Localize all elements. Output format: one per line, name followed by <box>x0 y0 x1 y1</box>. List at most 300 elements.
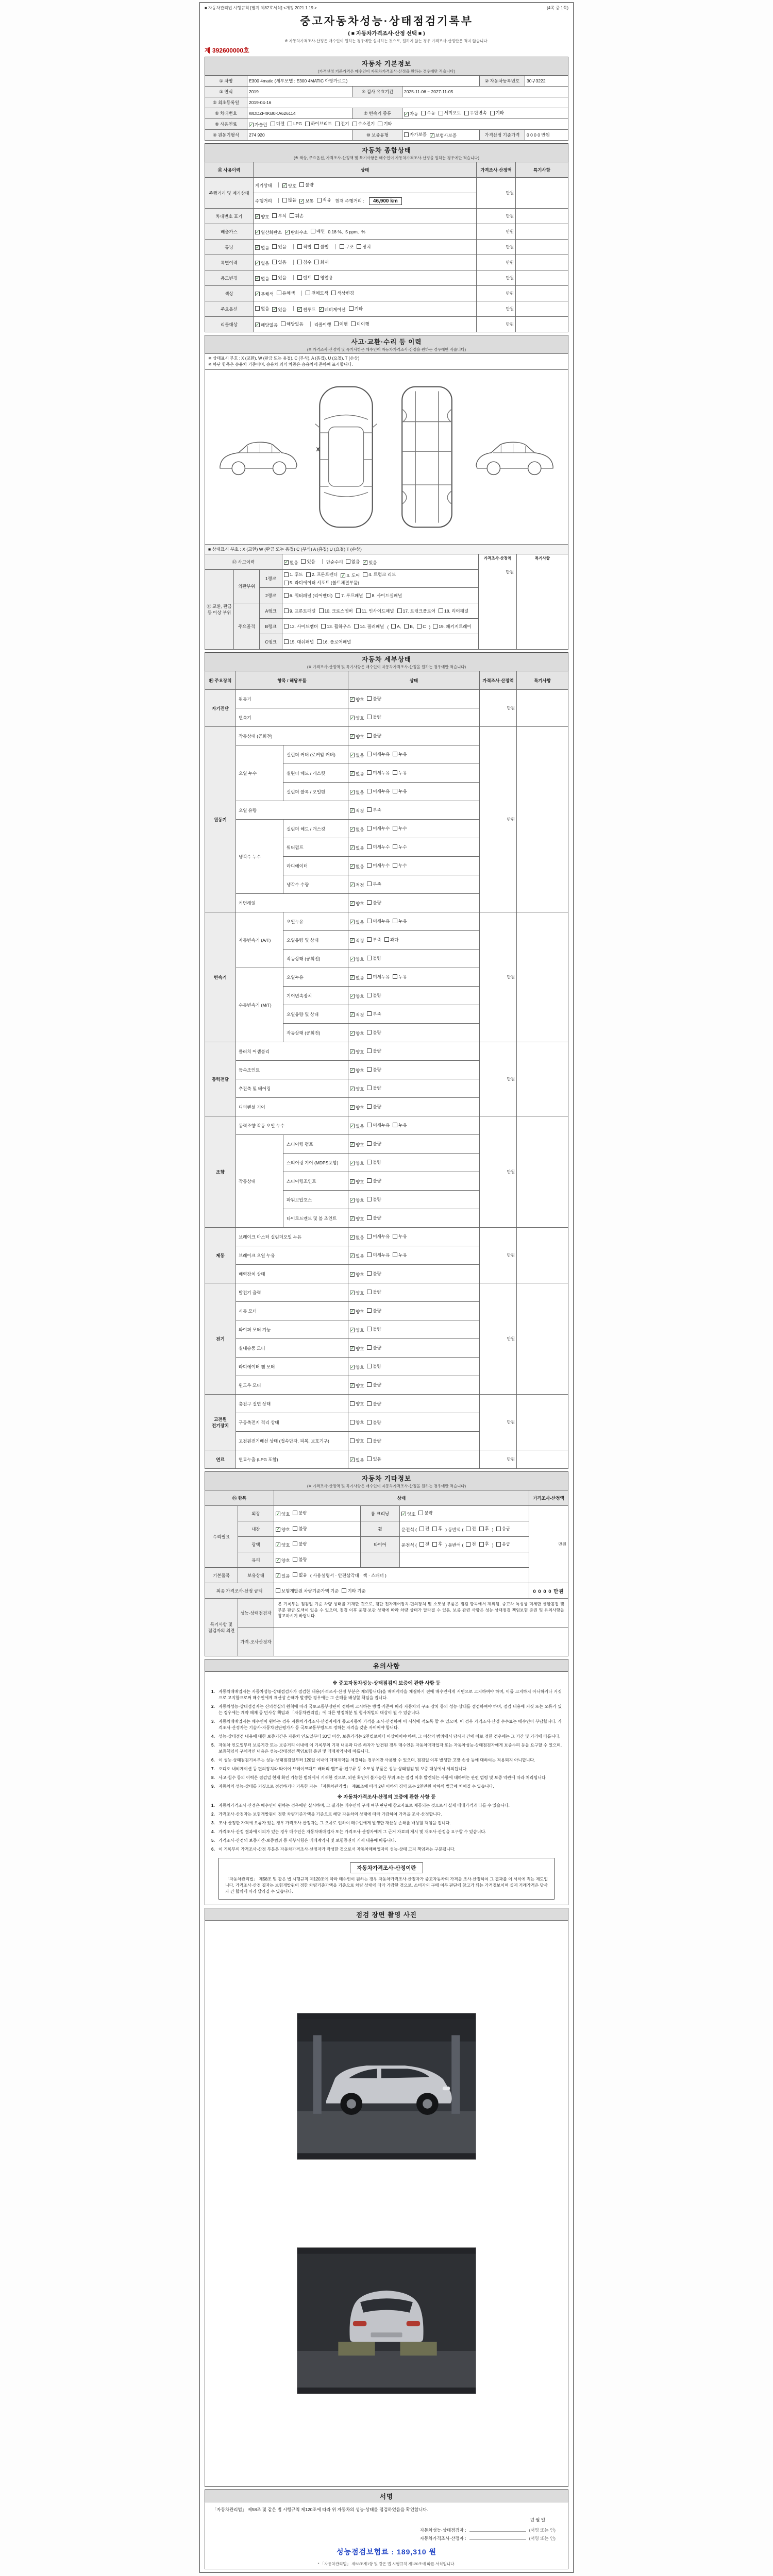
checkbox-checked-icon[interactable]: ✓ <box>350 975 355 980</box>
checkbox-option[interactable] <box>432 1526 442 1532</box>
checkbox-checked-icon[interactable]: ✓ <box>276 1573 280 1578</box>
checkbox-unchecked-icon[interactable] <box>393 919 397 923</box>
checkbox-checked-icon[interactable]: ✓ <box>350 1327 355 1332</box>
checkbox-checked-icon[interactable]: ✓ <box>285 229 290 234</box>
checkbox-checked-icon[interactable]: ✓ <box>276 1557 280 1563</box>
checkbox-option[interactable] <box>367 1048 381 1054</box>
checkbox-option[interactable] <box>350 956 364 962</box>
checkbox-unchecked-icon[interactable] <box>417 624 422 629</box>
checkbox-unchecked-icon[interactable] <box>284 572 289 577</box>
checkbox-option[interactable] <box>350 1216 364 1222</box>
checkbox-option[interactable] <box>272 244 286 250</box>
checkbox-unchecked-icon[interactable] <box>306 572 311 577</box>
checkbox-option[interactable] <box>393 844 407 850</box>
checkbox-option[interactable] <box>334 321 348 327</box>
checkbox-checked-icon[interactable]: ✓ <box>350 771 355 776</box>
checkbox-option[interactable] <box>297 259 311 265</box>
checkbox-option[interactable] <box>367 1289 381 1295</box>
checkbox-option[interactable] <box>350 808 364 814</box>
checkbox-option[interactable] <box>404 624 414 629</box>
checkbox-checked-icon[interactable]: ✓ <box>350 1253 355 1258</box>
checkbox-unchecked-icon[interactable] <box>314 244 319 249</box>
checkbox-option[interactable] <box>393 974 407 980</box>
checkbox-option[interactable] <box>466 1526 476 1532</box>
checkbox-option[interactable] <box>255 322 278 328</box>
checkbox-option[interactable] <box>255 245 269 251</box>
checkbox-unchecked-icon[interactable] <box>350 1438 355 1443</box>
checkbox-unchecked-icon[interactable] <box>367 1030 372 1035</box>
checkbox-unchecked-icon[interactable] <box>293 1526 297 1531</box>
checkbox-option[interactable] <box>293 1556 307 1563</box>
checkbox-option[interactable] <box>331 290 354 296</box>
checkbox-option[interactable] <box>288 121 302 126</box>
checkbox-option[interactable] <box>317 197 331 203</box>
checkbox-unchecked-icon[interactable] <box>321 624 326 629</box>
checkbox-option[interactable] <box>255 214 269 220</box>
checkbox-unchecked-icon[interactable] <box>367 1178 372 1183</box>
checkbox-unchecked-icon[interactable] <box>314 260 319 264</box>
checkbox-unchecked-icon[interactable] <box>367 974 372 979</box>
checkbox-unchecked-icon[interactable] <box>391 624 396 629</box>
checkbox-unchecked-icon[interactable] <box>367 789 372 793</box>
checkbox-option[interactable] <box>297 275 311 281</box>
checkbox-option[interactable] <box>367 1104 381 1110</box>
checkbox-option[interactable] <box>335 121 349 127</box>
checkbox-option[interactable] <box>350 975 364 981</box>
checkbox-option[interactable] <box>393 1233 407 1240</box>
checkbox-checked-icon[interactable]: ✓ <box>256 229 260 234</box>
checkbox-unchecked-icon[interactable] <box>284 624 289 629</box>
checkbox-unchecked-icon[interactable] <box>393 1252 397 1257</box>
checkbox-unchecked-icon[interactable] <box>464 111 469 115</box>
checkbox-checked-icon[interactable]: ✓ <box>276 1542 280 1547</box>
checkbox-option[interactable] <box>421 110 435 116</box>
checkbox-unchecked-icon[interactable] <box>367 807 372 812</box>
checkbox-option[interactable] <box>418 1510 432 1516</box>
checkbox-unchecked-icon[interactable] <box>351 321 356 326</box>
checkbox-option[interactable] <box>321 623 351 630</box>
checkbox-unchecked-icon[interactable] <box>490 111 495 115</box>
checkbox-checked-icon[interactable]: ✓ <box>350 1049 355 1054</box>
checkbox-checked-icon[interactable]: ✓ <box>350 1012 355 1017</box>
checkbox-unchecked-icon[interactable] <box>496 1527 501 1531</box>
checkbox-option[interactable] <box>297 244 311 250</box>
checkbox-option[interactable] <box>350 715 364 721</box>
checkbox-option[interactable] <box>419 1541 429 1547</box>
checkbox-option[interactable] <box>367 955 381 961</box>
checkbox-option[interactable] <box>350 1290 364 1296</box>
checkbox-checked-icon[interactable]: ✓ <box>363 560 367 565</box>
checkbox-unchecked-icon[interactable] <box>367 1160 372 1164</box>
checkbox-option[interactable] <box>367 1159 381 1165</box>
checkbox-option[interactable] <box>367 751 390 757</box>
checkbox-option[interactable] <box>417 624 426 629</box>
checkbox-option[interactable] <box>357 244 371 250</box>
checkbox-option[interactable] <box>350 1457 364 1463</box>
checkbox-unchecked-icon[interactable] <box>299 182 304 187</box>
checkbox-option[interactable] <box>284 639 314 645</box>
checkbox-unchecked-icon[interactable] <box>393 826 397 831</box>
checkbox-option[interactable] <box>350 734 364 740</box>
checkbox-checked-icon[interactable]: ✓ <box>350 1290 355 1295</box>
checkbox-unchecked-icon[interactable] <box>352 122 357 126</box>
checkbox-option[interactable] <box>284 571 303 578</box>
checkbox-option[interactable] <box>346 558 360 565</box>
checkbox-unchecked-icon[interactable] <box>419 1542 424 1547</box>
checkbox-unchecked-icon[interactable] <box>367 1327 372 1331</box>
checkbox-unchecked-icon[interactable] <box>393 1234 397 1239</box>
checkbox-option[interactable] <box>404 111 418 117</box>
checkbox-option[interactable] <box>293 1572 307 1578</box>
checkbox-option[interactable] <box>367 1178 381 1184</box>
checkbox-option[interactable] <box>367 1438 381 1444</box>
checkbox-option[interactable] <box>350 752 364 758</box>
checkbox-unchecked-icon[interactable] <box>367 882 372 886</box>
checkbox-option[interactable] <box>255 306 269 312</box>
checkbox-unchecked-icon[interactable] <box>367 1234 372 1239</box>
checkbox-option[interactable] <box>354 623 384 630</box>
checkbox-unchecked-icon[interactable] <box>290 213 294 218</box>
checkbox-unchecked-icon[interactable] <box>367 1067 372 1072</box>
checkbox-checked-icon[interactable]: ✓ <box>350 956 355 961</box>
checkbox-option[interactable] <box>350 938 364 944</box>
checkbox-option[interactable] <box>496 1541 510 1547</box>
checkbox-checked-icon[interactable]: ✓ <box>282 183 287 188</box>
checkbox-checked-icon[interactable]: ✓ <box>350 1067 355 1073</box>
checkbox-option[interactable] <box>255 291 274 297</box>
checkbox-unchecked-icon[interactable] <box>367 696 372 701</box>
checkbox-option[interactable] <box>393 788 407 794</box>
checkbox-checked-icon[interactable]: ✓ <box>256 276 260 281</box>
checkbox-option[interactable] <box>272 307 286 313</box>
checkbox-option[interactable] <box>350 1197 364 1204</box>
checkbox-unchecked-icon[interactable] <box>479 1527 484 1531</box>
checkbox-unchecked-icon[interactable] <box>272 213 277 218</box>
checkbox-option[interactable] <box>367 1196 381 1202</box>
checkbox-option[interactable] <box>350 697 364 703</box>
checkbox-checked-icon[interactable]: ✓ <box>350 938 355 943</box>
checkbox-option[interactable] <box>404 131 427 138</box>
checkbox-option[interactable] <box>432 1541 442 1547</box>
signature-area[interactable] <box>469 2535 526 2540</box>
checkbox-option[interactable] <box>391 624 401 629</box>
checkbox-checked-icon[interactable]: ✓ <box>350 1160 355 1165</box>
checkbox-unchecked-icon[interactable] <box>367 752 372 756</box>
checkbox-option[interactable] <box>281 321 304 327</box>
checkbox-unchecked-icon[interactable] <box>393 863 397 868</box>
checkbox-unchecked-icon[interactable] <box>367 826 372 831</box>
checkbox-unchecked-icon[interactable] <box>293 1572 297 1577</box>
checkbox-unchecked-icon[interactable] <box>346 559 350 564</box>
checkbox-option[interactable] <box>367 1456 381 1462</box>
checkbox-checked-icon[interactable]: ✓ <box>430 132 434 138</box>
checkbox-checked-icon[interactable]: ✓ <box>256 245 260 250</box>
checkbox-option[interactable] <box>367 844 390 850</box>
checkbox-option[interactable] <box>367 1141 381 1147</box>
checkbox-checked-icon[interactable]: ✓ <box>350 1457 355 1462</box>
checkbox-option[interactable] <box>367 1011 381 1017</box>
checkbox-unchecked-icon[interactable] <box>335 593 340 598</box>
checkbox-option[interactable] <box>293 1526 307 1532</box>
checkbox-option[interactable] <box>299 182 313 188</box>
checkbox-unchecked-icon[interactable] <box>276 1588 280 1593</box>
checkbox-checked-icon[interactable]: ✓ <box>350 808 355 813</box>
checkbox-option[interactable] <box>401 1511 415 1517</box>
checkbox-checked-icon[interactable]: ✓ <box>350 1309 355 1314</box>
checkbox-option[interactable] <box>367 696 381 702</box>
checkbox-option[interactable] <box>393 825 407 832</box>
checkbox-checked-icon[interactable]: ✓ <box>350 752 355 757</box>
checkbox-option[interactable] <box>350 771 364 777</box>
checkbox-option[interactable] <box>276 1573 290 1579</box>
checkbox-option[interactable] <box>351 321 369 327</box>
checkbox-option[interactable] <box>367 1233 390 1240</box>
checkbox-unchecked-icon[interactable] <box>284 593 289 598</box>
checkbox-unchecked-icon[interactable] <box>357 244 361 249</box>
checkbox-checked-icon[interactable]: ✓ <box>249 122 254 127</box>
checkbox-option[interactable] <box>255 260 269 266</box>
checkbox-checked-icon[interactable]: ✓ <box>276 1511 280 1516</box>
checkbox-checked-icon[interactable]: ✓ <box>273 307 277 312</box>
checkbox-option[interactable] <box>301 558 315 565</box>
checkbox-checked-icon[interactable]: ✓ <box>256 291 260 296</box>
checkbox-unchecked-icon[interactable] <box>367 1345 372 1350</box>
checkbox-unchecked-icon[interactable] <box>367 900 372 905</box>
checkbox-unchecked-icon[interactable] <box>319 608 324 613</box>
checkbox-option[interactable] <box>335 592 363 599</box>
checkbox-option[interactable] <box>293 1510 307 1516</box>
checkbox-checked-icon[interactable]: ✓ <box>319 307 324 312</box>
checkbox-unchecked-icon[interactable] <box>297 260 302 264</box>
checkbox-checked-icon[interactable]: ✓ <box>405 111 409 116</box>
checkbox-checked-icon[interactable]: ✓ <box>276 1527 280 1532</box>
checkbox-option[interactable] <box>350 1123 364 1129</box>
checkbox-option[interactable] <box>367 1419 381 1426</box>
checkbox-option[interactable] <box>439 608 468 614</box>
checkbox-unchecked-icon[interactable] <box>366 593 371 598</box>
checkbox-unchecked-icon[interactable] <box>272 275 277 280</box>
checkbox-option[interactable] <box>393 1122 407 1128</box>
checkbox-unchecked-icon[interactable] <box>432 1542 437 1547</box>
checkbox-option[interactable] <box>393 1252 407 1258</box>
checkbox-option[interactable] <box>464 110 487 116</box>
checkbox-checked-icon[interactable]: ✓ <box>256 214 260 219</box>
checkbox-checked-icon[interactable]: ✓ <box>350 1364 355 1369</box>
checkbox-option[interactable] <box>350 1105 364 1111</box>
checkbox-option[interactable] <box>350 1142 364 1148</box>
checkbox-option[interactable] <box>393 751 407 757</box>
checkbox-option[interactable] <box>350 1179 364 1185</box>
checkbox-option[interactable] <box>367 937 381 943</box>
checkbox-unchecked-icon[interactable] <box>367 733 372 738</box>
checkbox-checked-icon[interactable]: ✓ <box>350 993 355 998</box>
checkbox-checked-icon[interactable]: ✓ <box>350 1216 355 1221</box>
checkbox-unchecked-icon[interactable] <box>367 1215 372 1220</box>
checkbox-unchecked-icon[interactable] <box>282 198 287 202</box>
checkbox-option[interactable] <box>272 259 286 265</box>
checkbox-option[interactable] <box>367 1382 381 1388</box>
checkbox-option[interactable] <box>433 623 471 630</box>
checkbox-unchecked-icon[interactable] <box>367 1252 372 1257</box>
checkbox-unchecked-icon[interactable] <box>349 306 354 311</box>
checkbox-option[interactable] <box>367 1122 390 1128</box>
checkbox-option[interactable] <box>293 1541 307 1547</box>
checkbox-option[interactable] <box>367 788 390 794</box>
checkbox-unchecked-icon[interactable] <box>397 608 402 613</box>
checkbox-unchecked-icon[interactable] <box>439 608 443 613</box>
checkbox-option[interactable] <box>366 592 402 599</box>
checkbox-option[interactable] <box>367 1363 381 1369</box>
checkbox-checked-icon[interactable]: ✓ <box>341 572 345 578</box>
checkbox-unchecked-icon[interactable] <box>378 122 382 126</box>
checkbox-option[interactable] <box>272 213 286 219</box>
checkbox-checked-icon[interactable]: ✓ <box>350 1179 355 1184</box>
checkbox-option[interactable] <box>255 229 282 235</box>
checkbox-option[interactable] <box>342 1588 365 1594</box>
checkbox-unchecked-icon[interactable] <box>367 1197 372 1201</box>
checkbox-checked-icon[interactable]: ✓ <box>350 882 355 887</box>
checkbox-checked-icon[interactable]: ✓ <box>300 198 304 204</box>
checkbox-option[interactable] <box>367 1215 381 1221</box>
checkbox-option[interactable] <box>314 259 328 265</box>
checkbox-unchecked-icon[interactable] <box>479 1542 484 1547</box>
checkbox-unchecked-icon[interactable] <box>277 291 281 295</box>
checkbox-unchecked-icon[interactable] <box>393 974 397 979</box>
checkbox-unchecked-icon[interactable] <box>367 1401 372 1406</box>
checkbox-unchecked-icon[interactable] <box>367 919 372 923</box>
checkbox-unchecked-icon[interactable] <box>433 624 438 629</box>
checkbox-checked-icon[interactable]: ✓ <box>350 1142 355 1147</box>
checkbox-option[interactable] <box>249 122 267 128</box>
checkbox-unchecked-icon[interactable] <box>367 937 372 942</box>
checkbox-option[interactable] <box>363 560 377 566</box>
checkbox-unchecked-icon[interactable] <box>350 1401 355 1406</box>
checkbox-unchecked-icon[interactable] <box>284 639 289 644</box>
checkbox-unchecked-icon[interactable] <box>466 1527 470 1531</box>
checkbox-option[interactable] <box>350 845 364 851</box>
checkbox-unchecked-icon[interactable] <box>335 122 340 126</box>
checkbox-checked-icon[interactable]: ✓ <box>350 715 355 720</box>
checkbox-option[interactable] <box>282 197 296 203</box>
checkbox-unchecked-icon[interactable] <box>367 993 372 997</box>
checkbox-unchecked-icon[interactable] <box>356 608 361 613</box>
checkbox-unchecked-icon[interactable] <box>271 122 275 126</box>
checkbox-option[interactable] <box>350 1030 364 1037</box>
checkbox-option[interactable] <box>340 244 354 250</box>
checkbox-unchecked-icon[interactable] <box>293 1541 297 1546</box>
checkbox-option[interactable] <box>350 863 364 870</box>
checkbox-checked-icon[interactable]: ✓ <box>350 1123 355 1128</box>
checkbox-unchecked-icon[interactable] <box>331 291 336 295</box>
checkbox-option[interactable] <box>284 580 359 586</box>
checkbox-checked-icon[interactable]: ✓ <box>350 789 355 794</box>
checkbox-option[interactable] <box>490 110 504 116</box>
checkbox-option[interactable] <box>419 1526 429 1532</box>
checkbox-checked-icon[interactable]: ✓ <box>350 826 355 832</box>
checkbox-option[interactable] <box>350 1012 364 1018</box>
checkbox-checked-icon[interactable]: ✓ <box>350 1346 355 1351</box>
checkbox-option[interactable] <box>350 1327 364 1333</box>
checkbox-option[interactable] <box>367 1308 381 1314</box>
checkbox-unchecked-icon[interactable] <box>293 1557 297 1562</box>
checkbox-option[interactable] <box>350 882 364 888</box>
checkbox-option[interactable] <box>367 1270 381 1277</box>
checkbox-option[interactable] <box>350 1309 364 1315</box>
checkbox-unchecked-icon[interactable] <box>350 1420 355 1425</box>
checkbox-unchecked-icon[interactable] <box>367 1456 372 1461</box>
checkbox-option[interactable] <box>367 1345 381 1351</box>
checkbox-unchecked-icon[interactable] <box>367 1123 372 1127</box>
checkbox-unchecked-icon[interactable] <box>334 321 339 326</box>
checkbox-unchecked-icon[interactable] <box>393 789 397 793</box>
checkbox-unchecked-icon[interactable] <box>367 956 372 960</box>
checkbox-option[interactable] <box>367 733 381 739</box>
checkbox-unchecked-icon[interactable] <box>393 844 397 849</box>
checkbox-unchecked-icon[interactable] <box>306 291 310 295</box>
checkbox-checked-icon[interactable]: ✓ <box>350 1105 355 1110</box>
signature-area[interactable] <box>469 2527 526 2532</box>
checkbox-checked-icon[interactable]: ✓ <box>350 1086 355 1091</box>
checkbox-option[interactable] <box>367 770 390 776</box>
checkbox-option[interactable] <box>285 229 308 235</box>
checkbox-option[interactable] <box>350 1419 364 1426</box>
checkbox-unchecked-icon[interactable] <box>342 1588 346 1593</box>
checkbox-option[interactable] <box>363 571 396 578</box>
checkbox-unchecked-icon[interactable] <box>439 111 443 115</box>
checkbox-unchecked-icon[interactable] <box>367 715 372 719</box>
checkbox-unchecked-icon[interactable] <box>367 1104 372 1109</box>
checkbox-option[interactable] <box>350 1160 364 1166</box>
checkbox-option[interactable] <box>349 306 363 312</box>
checkbox-option[interactable] <box>367 807 381 813</box>
checkbox-unchecked-icon[interactable] <box>284 581 289 585</box>
checkbox-option[interactable] <box>255 276 269 282</box>
checkbox-unchecked-icon[interactable] <box>354 624 359 629</box>
checkbox-option[interactable] <box>276 1588 339 1594</box>
checkbox-checked-icon[interactable]: ✓ <box>350 697 355 702</box>
checkbox-option[interactable] <box>350 901 364 907</box>
checkbox-option[interactable] <box>350 1401 364 1407</box>
checkbox-option[interactable] <box>276 1557 290 1564</box>
checkbox-unchecked-icon[interactable] <box>432 1527 437 1531</box>
checkbox-unchecked-icon[interactable] <box>288 122 292 126</box>
checkbox-unchecked-icon[interactable] <box>367 844 372 849</box>
checkbox-option[interactable] <box>284 560 298 566</box>
checkbox-checked-icon[interactable]: ✓ <box>350 1272 355 1277</box>
checkbox-unchecked-icon[interactable] <box>281 321 285 326</box>
checkbox-option[interactable] <box>282 183 296 189</box>
checkbox-option[interactable] <box>393 918 407 924</box>
checkbox-option[interactable] <box>284 592 332 599</box>
checkbox-option[interactable] <box>284 623 318 630</box>
checkbox-unchecked-icon[interactable] <box>367 1141 372 1146</box>
checkbox-option[interactable] <box>393 862 407 869</box>
checkbox-option[interactable] <box>319 307 346 313</box>
checkbox-option[interactable] <box>466 1541 476 1547</box>
checkbox-unchecked-icon[interactable] <box>367 1048 372 1053</box>
checkbox-option[interactable] <box>350 1086 364 1092</box>
checkbox-unchecked-icon[interactable] <box>367 770 372 775</box>
checkbox-option[interactable] <box>350 919 364 925</box>
checkbox-option[interactable] <box>305 121 332 127</box>
checkbox-unchecked-icon[interactable] <box>317 639 322 644</box>
checkbox-option[interactable] <box>393 770 407 776</box>
checkbox-option[interactable] <box>271 121 284 127</box>
checkbox-option[interactable] <box>341 572 360 579</box>
checkbox-option[interactable] <box>367 974 390 980</box>
checkbox-unchecked-icon[interactable] <box>284 608 289 613</box>
checkbox-unchecked-icon[interactable] <box>272 260 277 264</box>
